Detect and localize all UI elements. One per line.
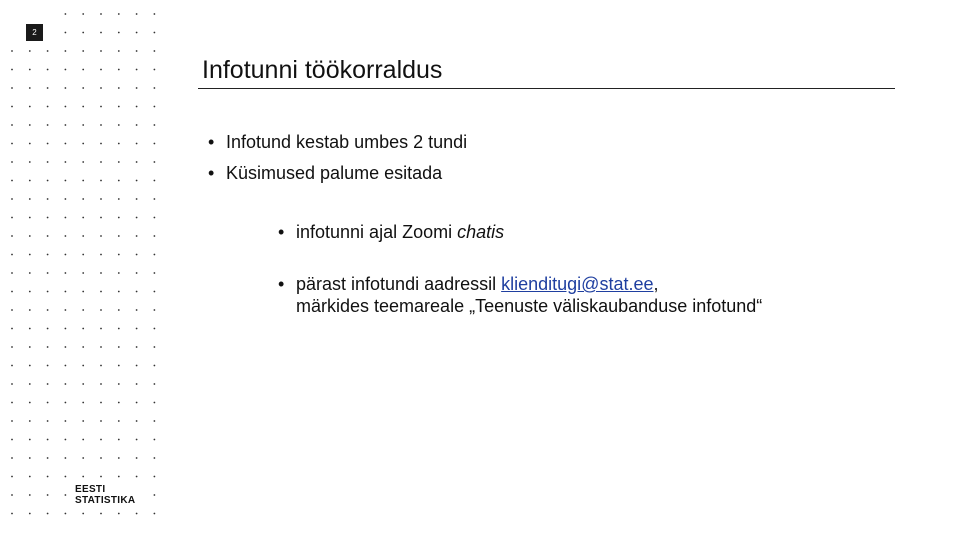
grid-dot xyxy=(118,383,120,385)
grid-dot xyxy=(136,32,138,34)
grid-dot xyxy=(136,328,138,330)
grid-dot xyxy=(100,272,102,274)
grid-dot xyxy=(82,161,84,163)
grid-dot xyxy=(118,272,120,274)
grid-dot xyxy=(29,402,31,404)
grid-dot xyxy=(47,161,49,163)
grid-dot xyxy=(100,420,102,422)
grid-dot xyxy=(136,106,138,108)
grid-dot xyxy=(136,217,138,219)
grid-dot xyxy=(47,69,49,71)
grid-dot xyxy=(11,309,13,311)
grid-dot xyxy=(136,69,138,71)
grid-dot xyxy=(29,161,31,163)
bullet-text: Infotund kestab umbes 2 tundi xyxy=(226,132,468,152)
grid-dot xyxy=(82,124,84,126)
grid-dot xyxy=(65,161,67,163)
grid-dot xyxy=(47,217,49,219)
grid-dot xyxy=(100,87,102,89)
grid-dot xyxy=(47,402,49,404)
grid-dot xyxy=(154,291,156,293)
grid-dot xyxy=(65,291,67,293)
grid-dot xyxy=(29,476,31,478)
grid-dot xyxy=(65,143,67,145)
sub-bullet-continuation: märkides teemareale „Teenuste väliskaubanduse infotund“ xyxy=(296,296,763,316)
grid-dot xyxy=(100,328,102,330)
grid-dot xyxy=(11,254,13,256)
grid-dot xyxy=(118,235,120,237)
sub-bullet-item xyxy=(278,273,763,317)
grid-dot xyxy=(154,439,156,441)
grid-dot xyxy=(47,494,49,496)
grid-dot xyxy=(29,124,31,126)
grid-dot xyxy=(100,69,102,71)
grid-dot xyxy=(47,180,49,182)
grid-dot xyxy=(136,346,138,348)
grid-dot xyxy=(100,383,102,385)
grid-dot xyxy=(82,32,84,34)
grid-dot xyxy=(65,494,67,496)
grid-dot xyxy=(82,143,84,145)
grid-dot xyxy=(100,254,102,256)
sub-bullet-item xyxy=(278,221,505,243)
grid-dot xyxy=(82,13,84,15)
grid-dot xyxy=(82,457,84,459)
grid-dot xyxy=(47,254,49,256)
grid-dot xyxy=(136,272,138,274)
grid-dot xyxy=(118,439,120,441)
grid-dot xyxy=(47,365,49,367)
grid-dot xyxy=(65,457,67,459)
grid-dot xyxy=(47,198,49,200)
grid-dot xyxy=(118,161,120,163)
grid-dot xyxy=(65,272,67,274)
grid-dot xyxy=(65,254,67,256)
grid-dot xyxy=(65,513,67,515)
grid-dot xyxy=(82,420,84,422)
grid-dot xyxy=(29,365,31,367)
grid-dot xyxy=(154,457,156,459)
grid-dot xyxy=(118,50,120,52)
grid-dot xyxy=(118,476,120,478)
slide-title: Infotunni töökorraldus xyxy=(202,56,443,84)
grid-dot xyxy=(47,143,49,145)
grid-dot xyxy=(136,513,138,515)
grid-dot xyxy=(11,198,13,200)
grid-dot xyxy=(82,50,84,52)
grid-dot xyxy=(82,476,84,478)
grid-dot xyxy=(118,198,120,200)
grid-dot xyxy=(100,143,102,145)
grid-dot xyxy=(47,457,49,459)
grid-dot xyxy=(29,291,31,293)
grid-dot xyxy=(100,180,102,182)
grid-dot xyxy=(11,161,13,163)
grid-dot xyxy=(82,235,84,237)
grid-dot xyxy=(47,513,49,515)
grid-dot xyxy=(136,13,138,15)
chat-emphasis: chatis xyxy=(457,222,505,242)
grid-dot xyxy=(82,272,84,274)
grid-dot xyxy=(47,124,49,126)
grid-dot xyxy=(65,346,67,348)
grid-dot xyxy=(11,217,13,219)
grid-dot xyxy=(100,13,102,15)
grid-dot xyxy=(136,420,138,422)
grid-dot xyxy=(82,383,84,385)
grid-dot xyxy=(47,439,49,441)
bullet-marker: • xyxy=(208,132,215,152)
grid-dot xyxy=(29,69,31,71)
grid-dot xyxy=(100,198,102,200)
grid-dot xyxy=(29,198,31,200)
grid-dot xyxy=(29,513,31,515)
grid-dot xyxy=(100,457,102,459)
grid-dot xyxy=(154,420,156,422)
grid-dot xyxy=(82,254,84,256)
grid-dot xyxy=(136,291,138,293)
grid-dot xyxy=(65,328,67,330)
bullet-item xyxy=(208,162,443,184)
grid-dot xyxy=(11,457,13,459)
grid-dot xyxy=(47,328,49,330)
grid-dot xyxy=(82,402,84,404)
grid-dot xyxy=(65,439,67,441)
grid-dot xyxy=(118,420,120,422)
grid-dot xyxy=(118,32,120,34)
grid-dot xyxy=(11,494,13,496)
grid-dot xyxy=(118,457,120,459)
grid-dot xyxy=(154,69,156,71)
grid-dot xyxy=(47,420,49,422)
grid-dot xyxy=(47,383,49,385)
grid-dot xyxy=(29,272,31,274)
grid-dot xyxy=(47,106,49,108)
grid-dot xyxy=(136,254,138,256)
grid-dot xyxy=(11,235,13,237)
grid-dot xyxy=(154,180,156,182)
grid-dot xyxy=(154,235,156,237)
grid-dot xyxy=(136,198,138,200)
support-email-link[interactable]: klienditugi@stat.ee xyxy=(501,274,654,294)
sub-bullet-comma: , xyxy=(653,274,659,294)
grid-dot xyxy=(100,32,102,34)
grid-dot xyxy=(118,328,120,330)
grid-dot xyxy=(154,513,156,515)
grid-dot xyxy=(100,439,102,441)
grid-dot xyxy=(100,50,102,52)
grid-dot xyxy=(100,402,102,404)
grid-dot xyxy=(82,180,84,182)
dot-grid-decoration xyxy=(0,0,170,540)
grid-dot xyxy=(154,106,156,108)
grid-dot xyxy=(118,513,120,515)
grid-dot xyxy=(65,106,67,108)
grid-dot xyxy=(65,420,67,422)
grid-dot xyxy=(65,365,67,367)
grid-dot xyxy=(118,124,120,126)
grid-dot xyxy=(29,217,31,219)
bullet-item xyxy=(208,131,468,153)
grid-dot xyxy=(118,69,120,71)
grid-dot xyxy=(65,383,67,385)
grid-dot xyxy=(11,420,13,422)
grid-dot xyxy=(65,198,67,200)
grid-dot xyxy=(136,402,138,404)
grid-dot xyxy=(82,69,84,71)
grid-dot xyxy=(11,439,13,441)
page-number: 2 xyxy=(26,24,43,41)
grid-dot xyxy=(29,87,31,89)
grid-dot xyxy=(82,106,84,108)
grid-dot xyxy=(100,309,102,311)
grid-dot xyxy=(29,383,31,385)
grid-dot xyxy=(82,365,84,367)
bullet-marker: • xyxy=(278,222,285,242)
grid-dot xyxy=(29,50,31,52)
bullet-marker: • xyxy=(208,163,215,183)
logo-line-1: EESTI xyxy=(75,484,106,495)
grid-dot xyxy=(29,439,31,441)
grid-dot xyxy=(11,291,13,293)
grid-dot xyxy=(100,235,102,237)
grid-dot xyxy=(47,476,49,478)
grid-dot xyxy=(118,143,120,145)
grid-dot xyxy=(136,439,138,441)
grid-dot xyxy=(154,494,156,496)
grid-dot xyxy=(154,87,156,89)
grid-dot xyxy=(100,346,102,348)
eesti-statistika-logo xyxy=(75,484,135,506)
sub-bullet-text: pärast infotundi aadressil xyxy=(296,274,502,294)
grid-dot xyxy=(118,291,120,293)
grid-dot xyxy=(82,309,84,311)
grid-dot xyxy=(118,365,120,367)
grid-dot xyxy=(136,50,138,52)
grid-dot xyxy=(11,143,13,145)
grid-dot xyxy=(29,328,31,330)
grid-dot xyxy=(29,180,31,182)
grid-dot xyxy=(65,124,67,126)
bullet-marker: • xyxy=(278,274,285,294)
grid-dot xyxy=(136,161,138,163)
grid-dot xyxy=(29,106,31,108)
grid-dot xyxy=(11,106,13,108)
grid-dot xyxy=(11,365,13,367)
grid-dot xyxy=(65,402,67,404)
grid-dot xyxy=(11,513,13,515)
grid-dot xyxy=(82,346,84,348)
grid-dot xyxy=(136,235,138,237)
grid-dot xyxy=(29,235,31,237)
grid-dot xyxy=(11,383,13,385)
grid-dot xyxy=(136,309,138,311)
grid-dot xyxy=(82,328,84,330)
grid-dot xyxy=(154,161,156,163)
grid-dot xyxy=(82,439,84,441)
grid-dot xyxy=(154,476,156,478)
grid-dot xyxy=(29,346,31,348)
grid-dot xyxy=(11,328,13,330)
grid-dot xyxy=(11,272,13,274)
grid-dot xyxy=(154,309,156,311)
grid-dot xyxy=(47,87,49,89)
grid-dot xyxy=(65,180,67,182)
grid-dot xyxy=(118,87,120,89)
grid-dot xyxy=(82,198,84,200)
grid-dot xyxy=(29,309,31,311)
grid-dot xyxy=(29,254,31,256)
grid-dot xyxy=(118,402,120,404)
grid-dot xyxy=(11,476,13,478)
grid-dot xyxy=(100,217,102,219)
grid-dot xyxy=(100,106,102,108)
grid-dot xyxy=(65,235,67,237)
grid-dot xyxy=(47,309,49,311)
grid-dot xyxy=(154,383,156,385)
grid-dot xyxy=(100,365,102,367)
grid-dot xyxy=(11,50,13,52)
grid-dot xyxy=(65,13,67,15)
grid-dot xyxy=(136,143,138,145)
grid-dot xyxy=(154,365,156,367)
grid-dot xyxy=(65,32,67,34)
grid-dot xyxy=(29,420,31,422)
grid-dot xyxy=(118,346,120,348)
grid-dot xyxy=(154,32,156,34)
grid-dot xyxy=(118,309,120,311)
grid-dot xyxy=(11,87,13,89)
grid-dot xyxy=(154,198,156,200)
grid-dot xyxy=(136,180,138,182)
grid-dot xyxy=(82,291,84,293)
grid-dot xyxy=(154,346,156,348)
grid-dot xyxy=(29,143,31,145)
grid-dot xyxy=(29,494,31,496)
grid-dot xyxy=(136,476,138,478)
grid-dot xyxy=(65,309,67,311)
logo-line-2: STATISTIKA xyxy=(75,495,136,506)
grid-dot xyxy=(11,124,13,126)
grid-dot xyxy=(118,13,120,15)
grid-dot xyxy=(47,346,49,348)
grid-dot xyxy=(100,513,102,515)
grid-dot xyxy=(100,161,102,163)
grid-dot xyxy=(136,87,138,89)
grid-dot xyxy=(154,217,156,219)
grid-dot xyxy=(136,383,138,385)
grid-dot xyxy=(136,457,138,459)
grid-dot xyxy=(154,124,156,126)
grid-dot xyxy=(136,124,138,126)
grid-dot xyxy=(118,217,120,219)
grid-dot xyxy=(118,254,120,256)
grid-dot xyxy=(65,50,67,52)
bullet-text: Küsimused palume esitada xyxy=(226,163,443,183)
grid-dot xyxy=(65,217,67,219)
grid-dot xyxy=(11,346,13,348)
grid-dot xyxy=(47,235,49,237)
grid-dot xyxy=(65,69,67,71)
grid-dot xyxy=(100,124,102,126)
grid-dot xyxy=(154,50,156,52)
grid-dot xyxy=(154,272,156,274)
grid-dot xyxy=(154,328,156,330)
grid-dot xyxy=(11,69,13,71)
grid-dot xyxy=(100,291,102,293)
sub-bullet-text: infotunni ajal Zoomi xyxy=(296,222,458,242)
grid-dot xyxy=(82,217,84,219)
grid-dot xyxy=(118,180,120,182)
grid-dot xyxy=(154,254,156,256)
grid-dot xyxy=(154,143,156,145)
grid-dot xyxy=(100,476,102,478)
grid-dot xyxy=(65,476,67,478)
title-underline xyxy=(198,88,895,89)
grid-dot xyxy=(154,13,156,15)
grid-dot xyxy=(11,180,13,182)
grid-dot xyxy=(118,106,120,108)
grid-dot xyxy=(82,513,84,515)
grid-dot xyxy=(11,402,13,404)
grid-dot xyxy=(29,457,31,459)
grid-dot xyxy=(65,87,67,89)
grid-dot xyxy=(47,272,49,274)
grid-dot xyxy=(154,402,156,404)
grid-dot xyxy=(82,87,84,89)
grid-dot xyxy=(47,50,49,52)
grid-dot xyxy=(47,291,49,293)
grid-dot xyxy=(136,365,138,367)
